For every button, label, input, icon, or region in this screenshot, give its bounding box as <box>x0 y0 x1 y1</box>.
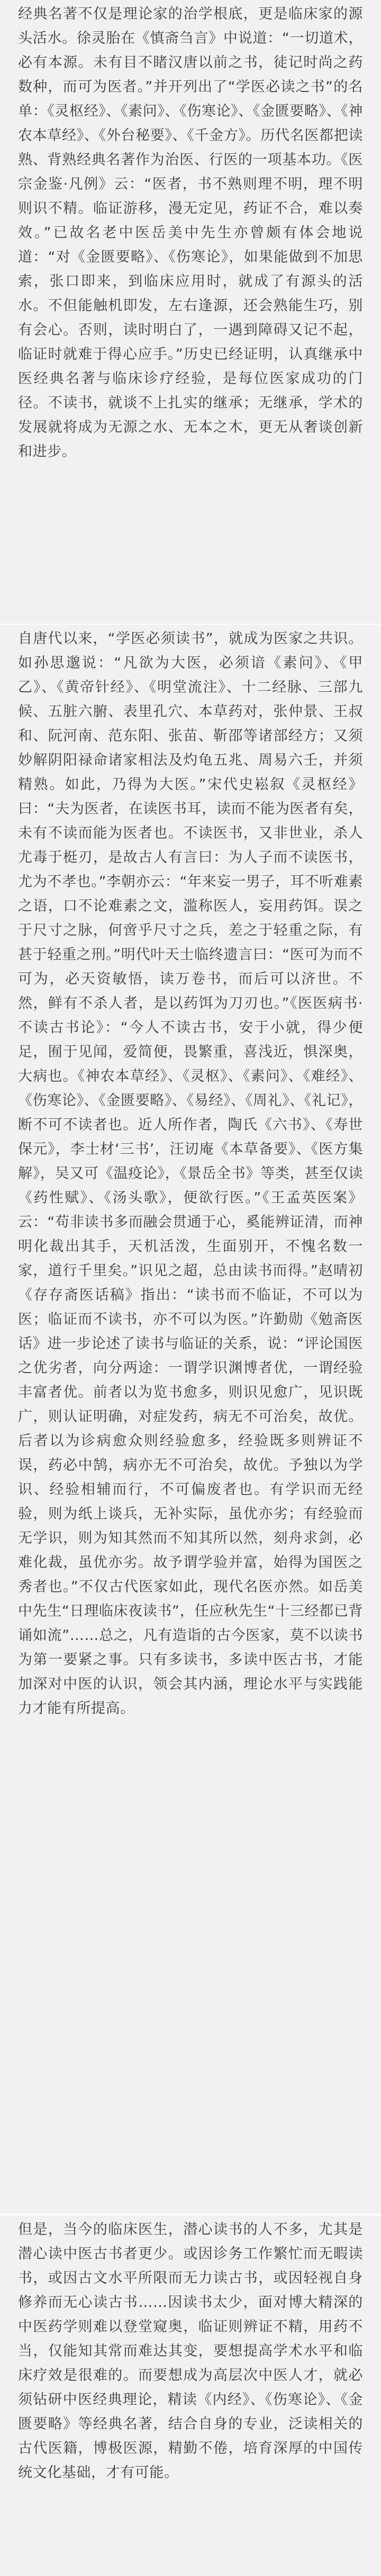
paragraph-text: 自唐代以来，“学医必须读书”，就成为医家之共识。如孙思邈说：“凡欲为大医，必须谙《素问》、《甲乙》、《黄帝针经》、《明堂流注》、十二经脉、三部九候、五脏六腑、表里孔穴、本草药对，张仲景、王叔和、阮河南、范东阳、张苗、靳邵等诸部经方；又须妙解阴阳禄命诸家相法及灼龟五兆、周易六壬，并须精熟。如此，乃得为大医。”宋代史崧叙《灵枢经》曰：“夫为医者，在读医书耳，读而不能为医者有矣，未有不读而能为医者也。不读医书，又非世业，杀人尤毒于梃刃，是故古人有言曰：为人子而不读医书，尤为不孝也。”李朝亦云：“年来妄一男子，耳不听难素之语，口不论难素之文，滥称医人，妄用药饵。误之于尺寸之脉，何啻乎尺寸之兵，差之于轻重之际，有甚于轻重之刑。”明代叶天士临终遗言曰：“医可为而不可为，必天资敏悟，读万卷书，而后可以济世。不然，鲜有不杀人者，是以药饵为刀刃也。”《医医病书·不读古书论》：“今人不读古书，安于小就，得少便足，囿于见闻，爱简便，畏繁重，喜浅近，惧深奥，大病也。《神农本草经》、《灵枢》、《素问》、《难经》、《伤寒论》、《金匮要略》、《易经》、《周礼》、《礼记》，断不可不读者也。近人所作者，陶氏《六书》、《寿世保元》，李士材‘三书’，汪讱庵《本草备要》、《医方集解》，吴又可《温疫论》，《景岳全书》等类，甚至仅读《药性赋》、《汤头歌》，便欲行医。”《王孟英医案》云：“苟非读书多而融会贯通于心，奚能辨证清，而神明化裁出其手，天机活泼，生面别开，不愧名数一家，道行千里矣。”识见之超，总由读书而得。”赵晴初《存存斋医话稿》指出：“读书而不临证，不可以为医；临证而不读书，亦不可以为医。”许勤勋《勉斋医话》进一步论述了读书与临证的关系，说：“评论国医之优劣者，向分两途：一谓学识渊博者优，一谓经验丰富者优。前者以为览书愈多，则识见愈广，见识既广，则认证明确，对症发药，病无不可治矣，故优。后者以为诊病愈众则经验愈多，经验既多则辨证不误，药必中鹄，病亦无不可治矣，故优。予独以为学识、经验相辅而行，不可偏废者也。有学识而无经验，则为纸上谈兵，无补实际，虽优亦劣；有经验而无学识，则为知其然而不知其所以然，刻舟求剑，必难化裁，虽优亦劣。故予谓学验并富，始得为国医之秀者也。”不仅古代医家如此，现代名医亦然。如岳美中先生“日理临床夜读书”，任应秋先生“十三经都已背诵如流”……总之，凡有造诣的古今医家，莫不以读书为第一要紧之事。只有多读书，多读中医古书，才能加深对中医的认识，领会其内涵，理论水平与实践能力才能有所提高。 <box>18 631 363 1717</box>
paragraph-block-classics-source <box>0 0 381 624</box>
paragraph-block-modern-doctors <box>0 2216 381 2576</box>
paragraph-block-must-read <box>0 625 381 2213</box>
paragraph-text: 但是，当今的临床医生，潜心读书的人不多，尤其是潜心读中医古书者更少。或因诊务工作繁忙而无暇读书，或因古文水平所限而无力读古书，或因轻视自身修养而无心读古书……因读书太少，面对博大精深的中医药学则难以登堂窥奥，临证则辨证不精，用药不当，仅能知其常而难达其变，要想提高学术水平和临床疗效是很难的。而要想成为高层次中医人才，就必须钻研中医经典理论，精读《内经》、《伤寒论》、《金匮要略》等经典名著，结合自身的专业，泛读相关的古代医籍，博极医源，精勤不倦，培育深厚的中国传统文化基础，才有可能。 <box>18 2221 363 2481</box>
paragraph-text: 经典名著不仅是理论家的治学根底，更是临床家的源头活水。徐灵胎在《慎斋刍言》中说道：“一切道术，必有本源。未有目不睹汉唐以前之书，徒记时尚之药数种，而可为医者。”并开列出了“学医必读之书”的名单：《灵枢经》、《素问》、《伤寒论》、《金匮要略》、《神农本草经》、《外台秘要》、《千金方》。历代名医都把读熟、背熟经典名著作为治医、行医的一项基本功。《医宗金鉴·凡例》云：“医者，书不熟则理不明，理不明则识不精。临证游移，漫无定见，药证不合，难以奏效。”已故名老中医岳美中先生亦曾颇有体会地说道：“对《金匮要略》、《伤寒论》，如果能做到不加思索，张口即来，到临床应用时，就成了有源头的活水。不但能触机即发，左右逢源，还会熟能生巧，别有会心。否则，读时明白了，一遇到障碍又记不起，临证时就难于得心应手。”历史已经证明，认真继承中医经典名著与临床诊疗经验，是每位医家成功的门径。不读书，就谈不上扎实的继承；无继承，学术的发展就将成为无源之水、无本之木，更无从奢谈创新和进步。 <box>18 6 363 460</box>
